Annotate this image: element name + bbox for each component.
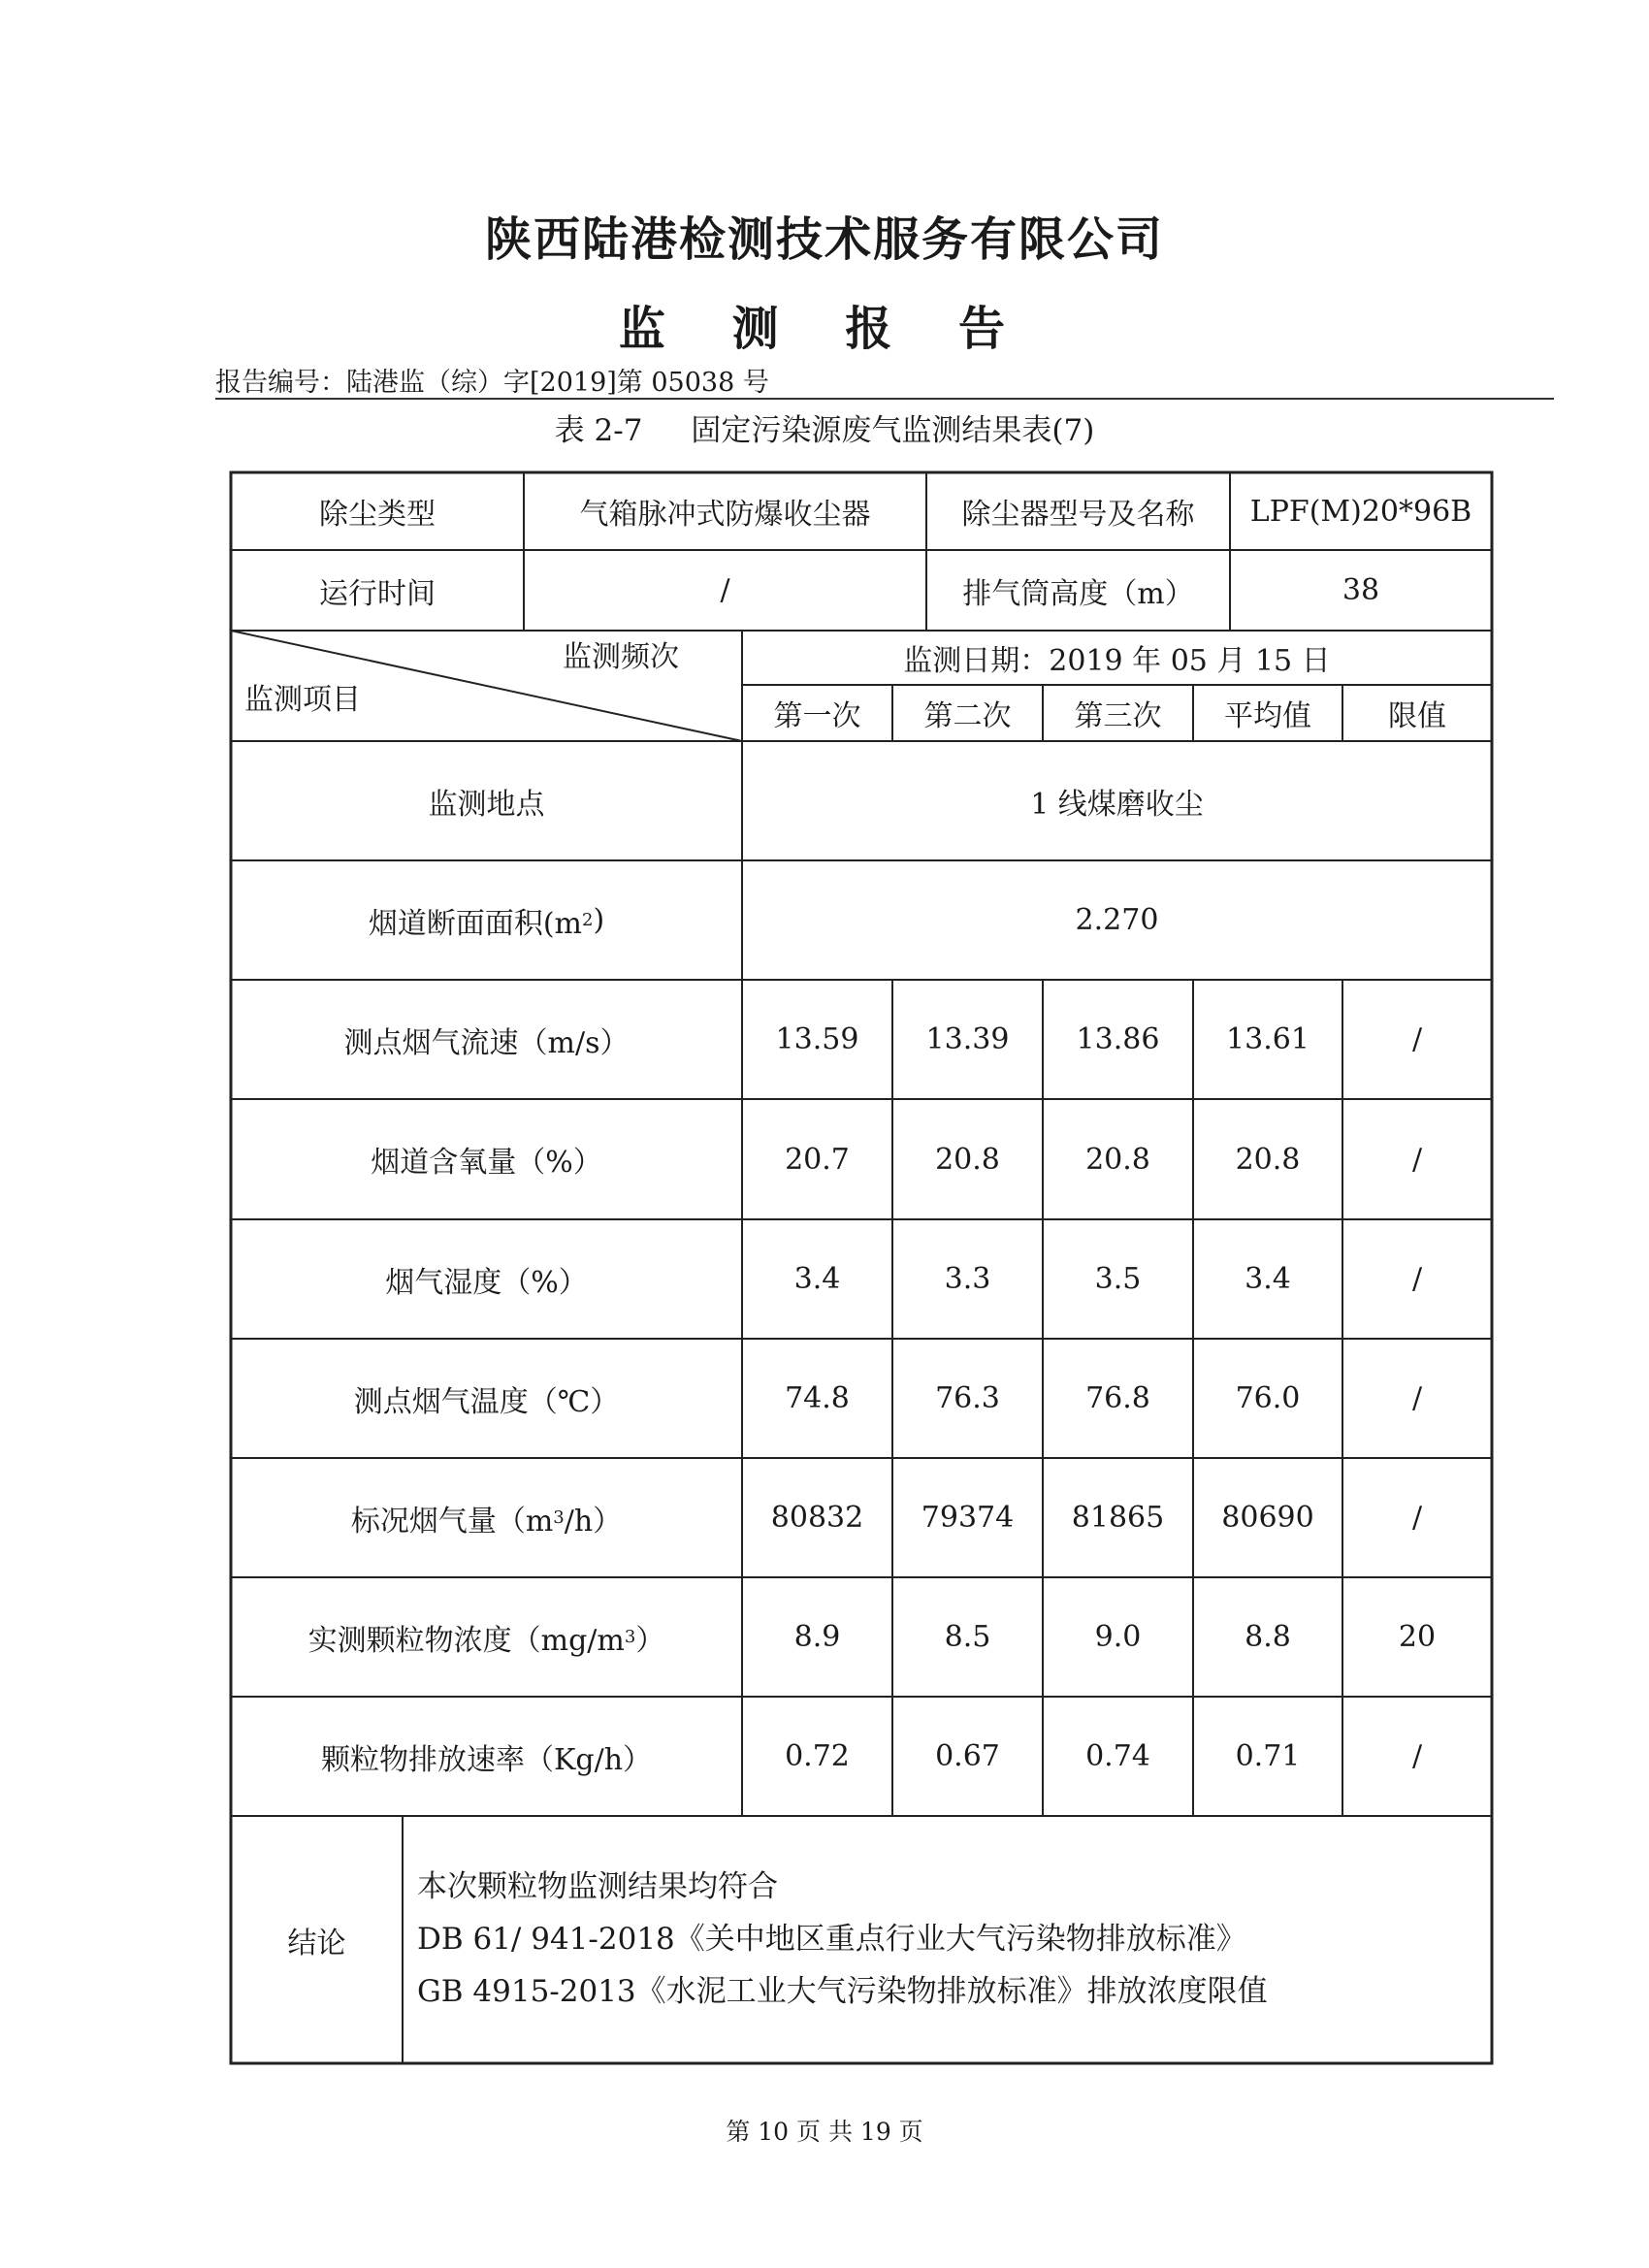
table-cell: 9.0 (1094, 1620, 1142, 1654)
table-cell: / (1411, 1022, 1423, 1056)
item-header: 监测项目 (244, 683, 361, 717)
runtime-value: / (720, 573, 730, 607)
area-value: 2.270 (1075, 903, 1159, 937)
table-cell: 8.5 (944, 1620, 991, 1654)
table-cell: / (1411, 1262, 1423, 1296)
row-label-flow-velocity: 测点烟气流速（m/s） (343, 1025, 630, 1060)
table-cell: 8.8 (1245, 1620, 1291, 1654)
table-cell: 3.4 (1245, 1262, 1291, 1296)
table-cell: 76.0 (1235, 1381, 1301, 1415)
col-header-2: 第二次 (923, 699, 1012, 733)
col-header-3: 第三次 (1074, 699, 1162, 733)
row-label-oxygen: 烟道含氧量（%） (371, 1146, 602, 1180)
location-value: 1 线煤磨收尘 (1030, 787, 1204, 822)
row-label-emission-rate: 颗粒物排放速率（Kg/h） (320, 1742, 653, 1777)
stack-height-label: 排气筒高度（m） (962, 576, 1194, 611)
row-label-gas-volume: 标况烟气量（m 3 /h） (350, 1504, 623, 1539)
table-cell: 81865 (1071, 1501, 1165, 1535)
table-cell: / (1411, 1381, 1423, 1415)
table-cell: 20.8 (1235, 1142, 1301, 1177)
report-title: 监 测 报 告 (618, 302, 1031, 356)
table-cell: 3.5 (1094, 1262, 1142, 1296)
table-cell: 13.39 (925, 1022, 1010, 1056)
page-number: 第 10 页 共 19 页 (726, 2118, 923, 2146)
table-cell: 13.61 (1226, 1022, 1310, 1056)
table-cell: 13.59 (775, 1022, 859, 1056)
table-cell: 3.3 (944, 1262, 991, 1296)
table-cell: / (1411, 1501, 1423, 1535)
table-cell: 20.8 (1085, 1142, 1150, 1177)
conclusion-line: GB 4915-2013《水泥工业大气污染物排放标准》排放浓度限值 (417, 1974, 1268, 2009)
model-value: LPF(M)20*96B (1249, 494, 1472, 529)
col-header-avg: 平均值 (1224, 699, 1311, 733)
table-cell: 0.72 (785, 1739, 850, 1773)
table-cell: 20.7 (785, 1142, 850, 1177)
dust-type-label: 除尘类型 (319, 498, 436, 532)
table-cell: 76.8 (1085, 1381, 1150, 1415)
table-cell: 74.8 (785, 1381, 850, 1415)
monitoring-date: 监测日期：2019 年 05 月 15 日 (903, 644, 1331, 678)
conclusion-line: 本次颗粒物监测结果均符合 (417, 1869, 778, 1904)
frequency-header: 监测频次 (563, 640, 679, 674)
row-label-temperature: 测点烟气温度（℃） (353, 1384, 620, 1419)
col-header-1: 第一次 (773, 699, 861, 733)
conclusion-label: 结论 (287, 1926, 346, 1960)
table-cell: / (1411, 1142, 1423, 1177)
row-label-particle-concentration: 实测颗粒物浓度（mg/m 3 ） (307, 1623, 665, 1658)
table-title: 固定污染源废气监测结果表(7) (691, 413, 1095, 448)
conclusion-line: DB 61/ 941-2018《关中地区重点行业大气污染物排放标准》 (417, 1922, 1246, 1957)
table-cell: 20.8 (935, 1142, 1000, 1177)
dust-type-value: 气箱脉冲式防爆收尘器 (579, 498, 871, 532)
area-label: 烟道断面面积(m 2 ) (368, 903, 605, 941)
table-cell: 3.4 (793, 1262, 841, 1296)
runtime-label: 运行时间 (319, 576, 436, 611)
col-header-limit: 限值 (1388, 699, 1446, 733)
table-cell: 79374 (921, 1501, 1015, 1535)
location-label: 监测地点 (428, 787, 545, 822)
table-cell: 80690 (1221, 1501, 1314, 1535)
row-label-humidity: 烟气湿度（%） (385, 1265, 588, 1300)
table-number: 表 2-7 (554, 413, 643, 448)
report-number: 报告编号：陆港监（综）字[2019]第 05038 号 (215, 368, 769, 398)
table-cell: 0.71 (1235, 1739, 1301, 1773)
conclusion-text (417, 1861, 1484, 2018)
table-cell: 0.67 (935, 1739, 1000, 1773)
table-cell: 80832 (770, 1501, 864, 1535)
table-cell: 0.74 (1085, 1739, 1150, 1773)
model-label: 除尘器型号及名称 (961, 498, 1195, 532)
company-name: 陕西陆港检测技术服务有限公司 (484, 212, 1164, 267)
table-cell: 20 (1398, 1620, 1437, 1654)
table-cell: / (1411, 1739, 1423, 1773)
table-cell: 8.9 (793, 1620, 841, 1654)
table-cell: 13.86 (1076, 1022, 1160, 1056)
stack-height-value: 38 (1342, 573, 1380, 607)
table-cell: 76.3 (935, 1381, 1000, 1415)
